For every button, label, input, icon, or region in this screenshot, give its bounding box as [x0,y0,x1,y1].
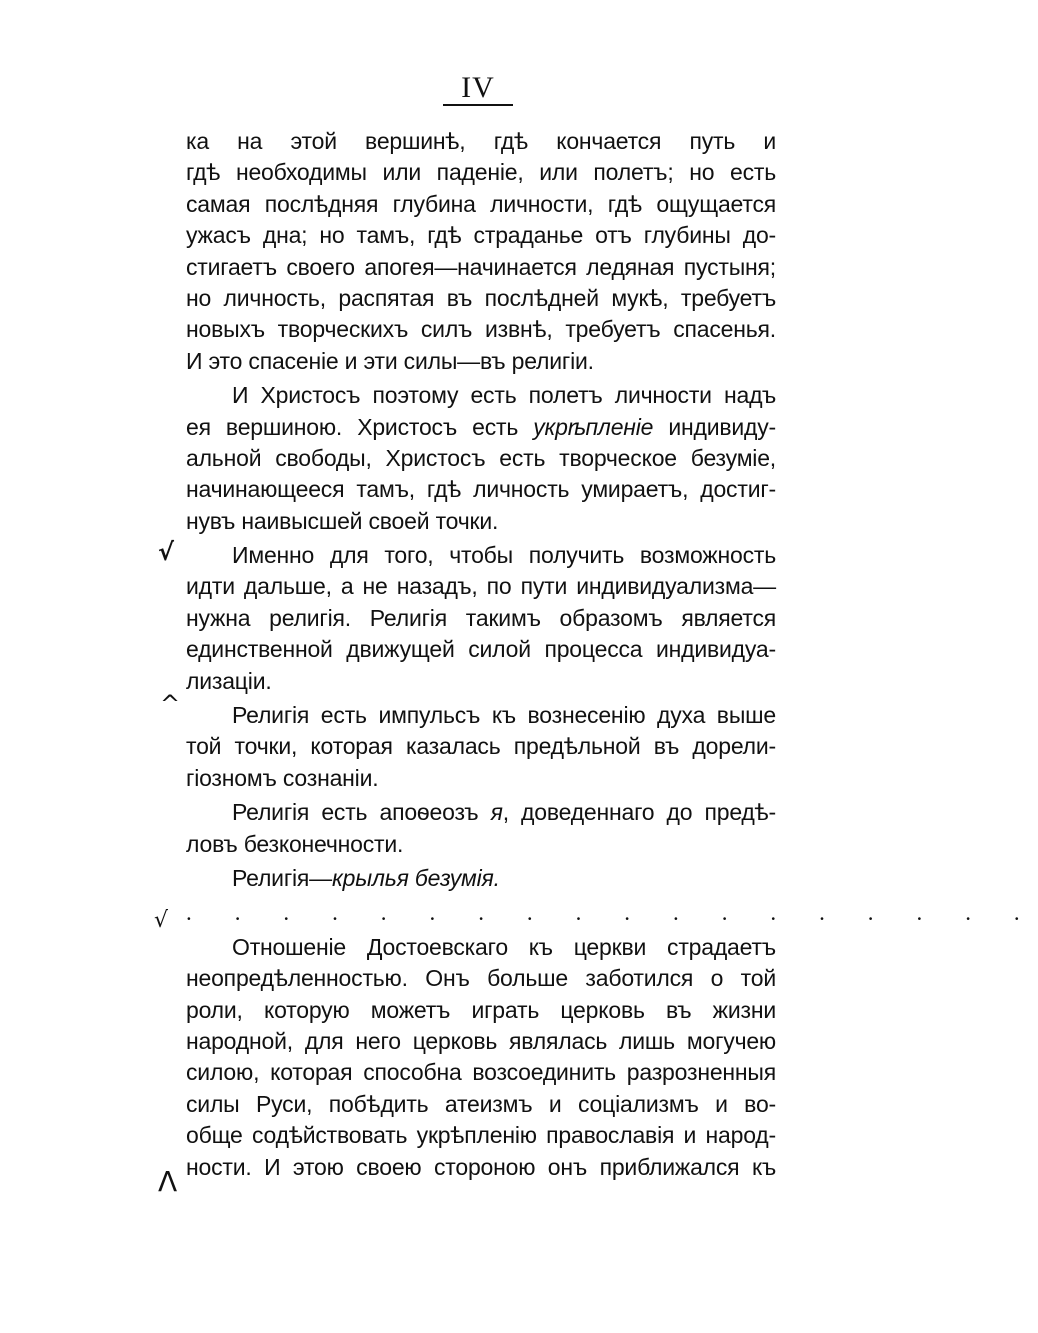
emphasis-span: укрѣпленіе [533,413,654,440]
text-line: нужна религія. Религія такимъ образомъ является [186,604,776,631]
text-line-mixed [186,863,776,894]
text-line: самая послѣдняя глубина личности, гдѣ ощущается [186,190,776,217]
text-span: Религія есть апоѳеозъ [232,799,491,826]
text-line: единственной движущей силой процесса индивидуа- [186,636,776,663]
page-body [186,126,1038,1183]
text-line: обще содѣйствовать укрѣпленію православія и народ- [186,1122,776,1149]
margin-caret-mark: Λ [158,1165,178,1198]
text-line-mixed [186,797,776,828]
margin-check-mark: √ [154,908,169,933]
text-line-mixed [186,412,776,443]
text-line: лизаціи. [186,667,272,694]
emphasis-span: я [490,799,503,826]
text-span: индивиду- [653,413,776,440]
text-line: И это спасеніе и эти силы—въ религіи. [186,347,594,374]
section-divider-dots: . . . . . . . . . . . . . . . . . . [186,900,1038,926]
text-span: ея вершиною. Христосъ есть [186,413,534,440]
text-line: стигаетъ своего апогея—начинается ледяная пустыня; [186,253,776,280]
text-line: нувъ наивысшей своей точки. [186,507,499,534]
text-span: , доведеннаго до предѣ- [502,799,776,826]
text-line: неопредѣленностью. Онъ больше заботился о той [186,965,776,992]
page-number-rule [443,104,513,106]
text-span: Религія— [232,864,332,891]
text-line: гіозномъ сознаніи. [186,764,379,791]
text-line: силы Руси, побѣдить атеизмъ и соціализмъ и во- [186,1090,776,1117]
text-line: альной свободы, Христосъ есть творческое безуміе, [186,444,776,471]
page-number: IV [461,71,495,104]
text-line: силою, которая способна возсоединить разрозненныя [186,1059,776,1086]
emphasis-span: крылья безумія. [331,864,500,891]
text-line: но личность, распятая въ послѣдней мукѣ, требуетъ [186,284,776,311]
text-line: ка на этой вершинѣ, гдѣ кончается путь и [186,128,776,154]
text-line: ужасъ дна; но тамъ, гдѣ страданье отъ глубины до- [186,222,776,249]
text-line: начинающееся тамъ, гдѣ личность умираетъ, достиг- [186,476,776,503]
text-line: роли, которую можетъ играть церковь въ жизни [186,996,776,1023]
text-line: ности. И этою своею стороною онъ приближался къ [186,1153,776,1180]
text-line: И Христосъ поэтому есть полетъ личности надъ [232,382,776,409]
text-line: ловъ безконечности. [186,830,404,857]
text-line: Религія есть импульсъ къ вознесенію духа выше [232,702,776,729]
text-line: гдѣ необходимы или паденіе, или полетъ; но есть [186,159,776,186]
text-line: идти дальше, а не назадъ, по пути индивидуализма— [186,573,776,600]
text-line: Отношеніе Достоевскаго къ церкви страдаетъ [232,933,776,960]
text-line: новыхъ творческихъ силъ извнѣ, требуетъ спасенья. [186,316,776,343]
text-line: той точки, которая казалась предѣльной въ дорели- [186,733,776,760]
margin-caret-mark: ^ [160,690,181,718]
text-line: народной, для него церковь являлась лишь могучею [186,1027,776,1054]
text-line: Именно для того, чтобы получить возможность [232,542,776,569]
margin-check-mark: √ [158,538,175,566]
